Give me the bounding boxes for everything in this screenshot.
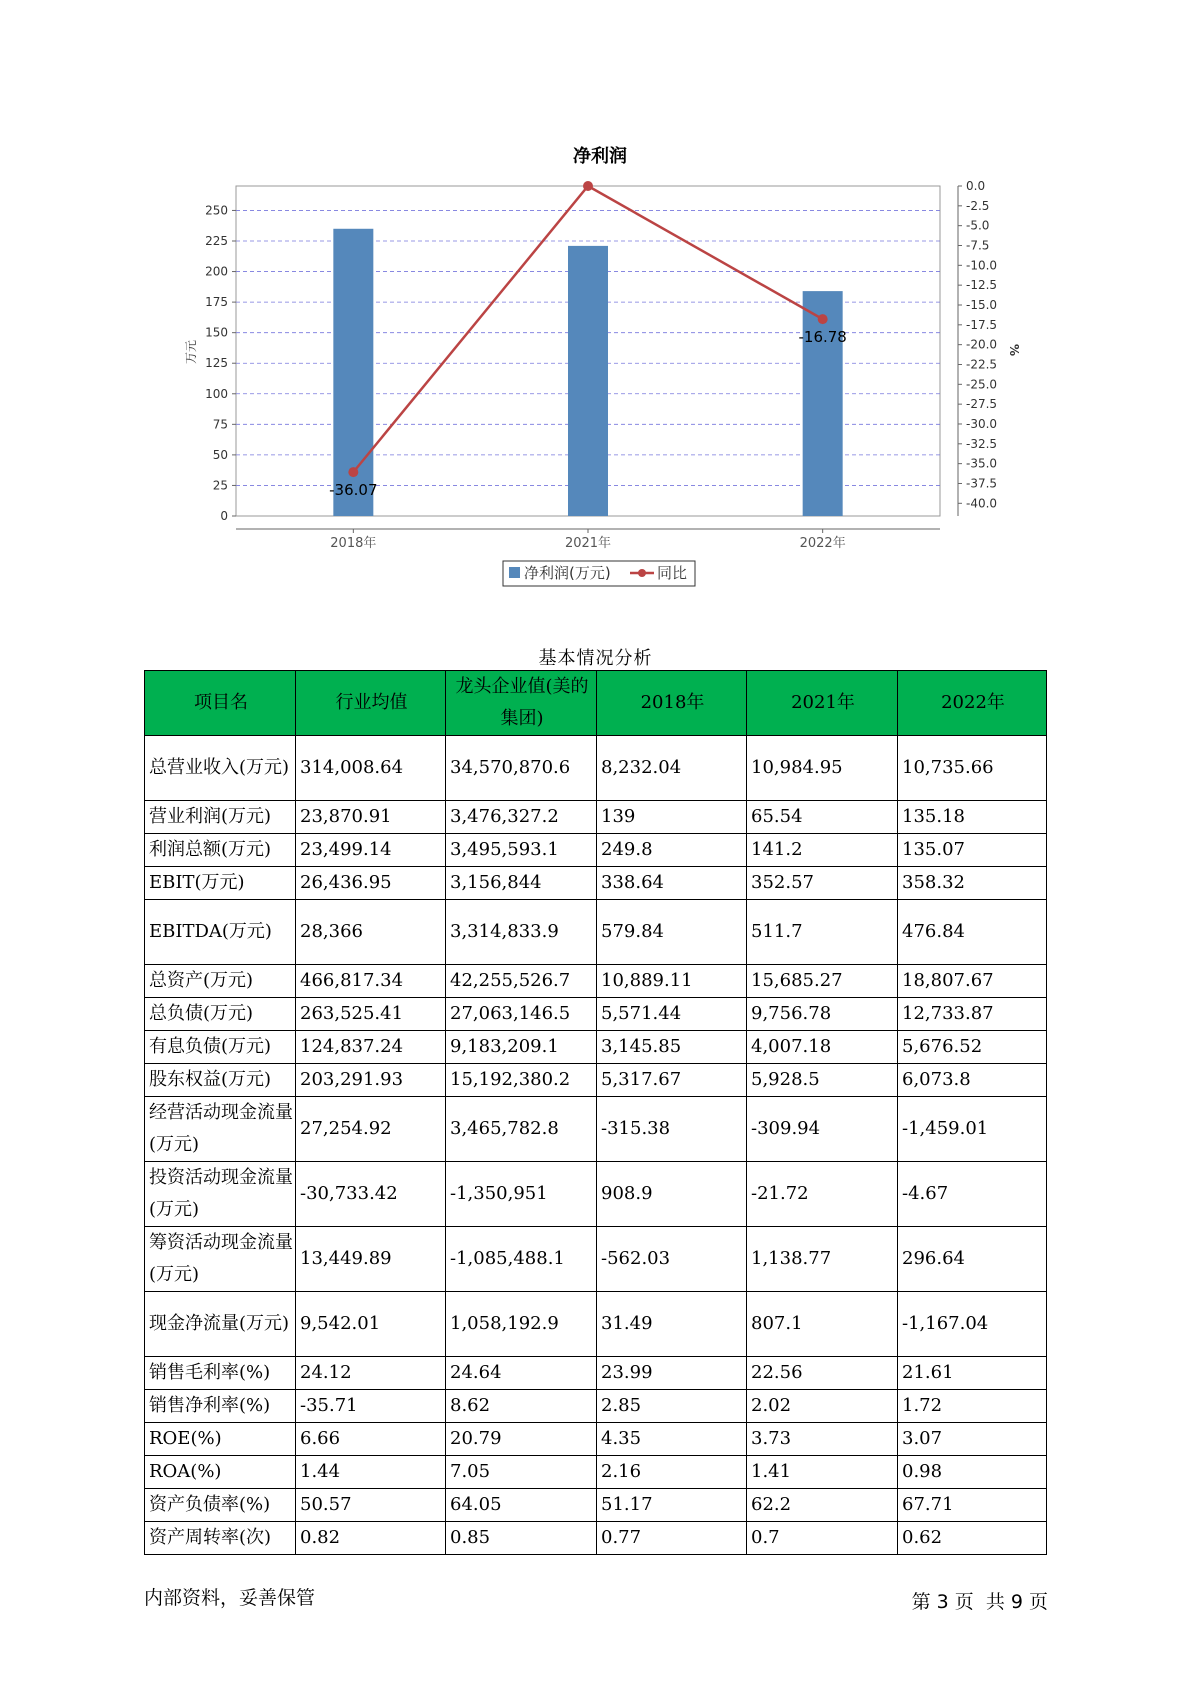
table-cell: 27,063,146.5 (446, 998, 597, 1031)
table-cell: 6.66 (296, 1423, 446, 1456)
table-cell: 5,676.52 (898, 1031, 1047, 1064)
table-cell: 21.61 (898, 1357, 1047, 1390)
table-cell: 23,870.91 (296, 801, 446, 834)
table-cell: 9,542.01 (296, 1292, 446, 1357)
table-cell: 263,525.41 (296, 998, 446, 1031)
table-cell: 0.62 (898, 1522, 1047, 1555)
table-row (145, 1162, 1047, 1227)
table-cell: 18,807.67 (898, 965, 1047, 998)
table-cell: 22.56 (747, 1357, 898, 1390)
table-row (145, 998, 1047, 1031)
right-tick-label: -10.0 (966, 258, 998, 273)
left-tick-label: 75 (212, 417, 228, 432)
x-tick-label: 2021年 (564, 536, 612, 551)
table-cell: 0.7 (747, 1522, 898, 1555)
table-cell: 28,366 (296, 900, 446, 965)
table-cell: -1,085,488.1 (446, 1227, 597, 1292)
footer-page-number: 第 3 页 共 9 页 (911, 1591, 1048, 1613)
table-cell: 1.41 (747, 1456, 898, 1489)
table-cell: 3,495,593.1 (446, 834, 597, 867)
table-row (145, 1097, 1047, 1162)
right-tick-label: -5.0 (966, 218, 990, 233)
table-cell: 0.98 (898, 1456, 1047, 1489)
table-cell: 3.73 (747, 1423, 898, 1456)
table-cell: 23.99 (597, 1357, 747, 1390)
table-row (145, 1227, 1047, 1292)
row-label-cell: 筹资活动现金流量(万元) (145, 1227, 296, 1292)
row-label-cell: EBIT(万元) (145, 867, 296, 900)
table-cell: 65.54 (747, 801, 898, 834)
table-cell: 50.57 (296, 1489, 446, 1522)
row-label-cell: 股东权益(万元) (145, 1064, 296, 1097)
table-cell: 4,007.18 (747, 1031, 898, 1064)
row-label-cell: 总营业收入(万元) (145, 736, 296, 801)
table-cell: 62.2 (747, 1489, 898, 1522)
table-cell: 10,735.66 (898, 736, 1047, 801)
table-cell: 27,254.92 (296, 1097, 446, 1162)
table-cell: 1.72 (898, 1390, 1047, 1423)
legend-bar-label: 净利润(万元) (524, 564, 611, 582)
table-cell: 124,837.24 (296, 1031, 446, 1064)
table-row (145, 867, 1047, 900)
right-tick-label: -35.0 (966, 456, 998, 471)
left-tick-label: 100 (205, 386, 228, 401)
table-cell: 3,476,327.2 (446, 801, 597, 834)
table-cell: 9,183,209.1 (446, 1031, 597, 1064)
chart-title: 净利润 (573, 146, 627, 167)
table-header-cell: 项目名 (145, 671, 296, 736)
row-label-cell: 总资产(万元) (145, 965, 296, 998)
table-cell: 8,232.04 (597, 736, 747, 801)
table-cell: 314,008.64 (296, 736, 446, 801)
right-tick-label: -20.0 (966, 337, 998, 352)
table-row (145, 965, 1047, 998)
table-row (145, 1390, 1047, 1423)
table-cell: 1,058,192.9 (446, 1292, 597, 1357)
row-label-cell: 销售净利率(%) (145, 1390, 296, 1423)
table-cell: 3.07 (898, 1423, 1047, 1456)
left-tick-label: 225 (205, 234, 228, 248)
x-tick-label: 2018年 (330, 536, 377, 551)
table-row (145, 1456, 1047, 1489)
table-cell: 466,817.34 (296, 965, 446, 998)
row-label-cell: 现金净流量(万元) (145, 1292, 296, 1357)
table-cell: 5,928.5 (747, 1064, 898, 1097)
left-tick-label: 125 (205, 356, 228, 371)
yoy-point (818, 314, 828, 324)
left-tick-label: 50 (212, 447, 228, 462)
table-row (145, 1489, 1047, 1522)
row-label-cell: 总负债(万元) (145, 998, 296, 1031)
yoy-point (583, 181, 593, 191)
table-row (145, 900, 1047, 965)
table-row (145, 1522, 1047, 1555)
table-row (145, 834, 1047, 867)
row-label-cell: 销售毛利率(%) (145, 1357, 296, 1390)
basic-analysis-table (144, 670, 1047, 1555)
right-tick-label: -25.0 (966, 377, 998, 392)
table-cell: -1,167.04 (898, 1292, 1047, 1357)
table-cell: -562.03 (597, 1227, 747, 1292)
table-cell: 5,571.44 (597, 998, 747, 1031)
table-cell: 1,138.77 (747, 1227, 898, 1292)
table-cell: 24.64 (446, 1357, 597, 1390)
table-cell: -1,350,951 (446, 1162, 597, 1227)
right-tick-label: -7.5 (966, 238, 990, 253)
table-cell: -30,733.42 (296, 1162, 446, 1227)
table-row (145, 1423, 1047, 1456)
table-cell: 908.9 (597, 1162, 747, 1227)
row-label-cell: ROA(%) (145, 1456, 296, 1489)
table-cell: 135.07 (898, 834, 1047, 867)
right-tick-label: -32.5 (966, 436, 998, 451)
table-cell: 352.57 (747, 867, 898, 900)
table-cell: 358.32 (898, 867, 1047, 900)
table-cell: 0.77 (597, 1522, 747, 1555)
table-cell: 12,733.87 (898, 998, 1047, 1031)
table-cell: 2.02 (747, 1390, 898, 1423)
table-cell: 3,156,844 (446, 867, 597, 900)
table-cell: 203,291.93 (296, 1064, 446, 1097)
table-cell: 13,449.89 (296, 1227, 446, 1292)
table-cell: 135.18 (898, 801, 1047, 834)
table-row (145, 1357, 1047, 1390)
left-tick-label: 0 (220, 509, 228, 523)
left-tick-label: 175 (205, 295, 228, 310)
table-cell: 15,685.27 (747, 965, 898, 998)
bar (803, 291, 843, 516)
yoy-data-label: -16.78 (798, 328, 847, 347)
table-cell: 249.8 (597, 834, 747, 867)
row-label-cell: 资产周转率(次) (145, 1522, 296, 1555)
table-cell: 10,889.11 (597, 965, 747, 998)
table-row (145, 1064, 1047, 1097)
right-tick-label: -40.0 (966, 496, 998, 511)
bar (568, 246, 608, 516)
left-tick-label: 150 (205, 325, 228, 340)
table-header-cell: 2021年 (747, 671, 898, 736)
table-cell: -35.71 (296, 1390, 446, 1423)
row-label-cell: 利润总额(万元) (145, 834, 296, 867)
footer-confidential-note: 内部资料，妥善保管 (144, 1587, 316, 1609)
right-tick-label: -30.0 (966, 416, 998, 431)
table-row (145, 736, 1047, 801)
table-cell: 2.85 (597, 1390, 747, 1423)
right-tick-label: -22.5 (966, 357, 998, 372)
table-cell: 807.1 (747, 1292, 898, 1357)
yoy-point (348, 467, 358, 477)
right-tick-label: -37.5 (966, 476, 998, 491)
table-cell: 23,499.14 (296, 834, 446, 867)
table-cell: -315.38 (597, 1097, 747, 1162)
table-row (145, 1031, 1047, 1064)
chart-legend (503, 561, 695, 586)
table-cell: -309.94 (747, 1097, 898, 1162)
table-cell: 6,073.8 (898, 1064, 1047, 1097)
right-tick-label: 0.0 (966, 179, 986, 193)
table-cell: 67.71 (898, 1489, 1047, 1522)
right-tick-label: -15.0 (966, 297, 998, 312)
right-tick-label: -12.5 (966, 278, 998, 293)
table-caption: 基本情况分析 (538, 648, 653, 669)
row-label-cell: 资产负债率(%) (145, 1489, 296, 1522)
table-cell: 51.17 (597, 1489, 747, 1522)
table-cell: 9,756.78 (747, 998, 898, 1031)
table-cell: 3,314,833.9 (446, 900, 597, 965)
legend-line-label: 同比 (657, 564, 688, 582)
table-cell: 10,984.95 (747, 736, 898, 801)
right-tick-label: -17.5 (966, 317, 998, 332)
table-cell: 24.12 (296, 1357, 446, 1390)
legend-line-marker (638, 569, 646, 577)
table-cell: -1,459.01 (898, 1097, 1047, 1162)
table-cell: 26,436.95 (296, 867, 446, 900)
row-label-cell: 有息负债(万元) (145, 1031, 296, 1064)
table-cell: 4.35 (597, 1423, 747, 1456)
table-cell: 476.84 (898, 900, 1047, 965)
table-cell: 579.84 (597, 900, 747, 965)
y-axis-label-right: % (1007, 343, 1021, 357)
table-cell: 8.62 (446, 1390, 597, 1423)
table-cell: 7.05 (446, 1456, 597, 1489)
table-header-cell: 2018年 (597, 671, 747, 736)
row-label-cell: EBITDA(万元) (145, 900, 296, 965)
net-profit-chart (0, 0, 1191, 600)
table-row (145, 801, 1047, 834)
table-cell: 64.05 (446, 1489, 597, 1522)
table-header-row (145, 671, 1047, 736)
yoy-data-label: -36.07 (329, 481, 378, 500)
table-cell: 3,465,782.8 (446, 1097, 597, 1162)
legend-bar-swatch (509, 567, 520, 578)
right-tick-label: -2.5 (966, 198, 990, 213)
left-tick-label: 200 (205, 264, 228, 279)
table-cell: 15,192,380.2 (446, 1064, 597, 1097)
table-cell: 42,255,526.7 (446, 965, 597, 998)
table-row (145, 1292, 1047, 1357)
table-cell: 34,570,870.6 (446, 736, 597, 801)
y-axis-label-left: 万元 (184, 339, 198, 365)
left-tick-label: 25 (212, 478, 228, 493)
table-cell: 20.79 (446, 1423, 597, 1456)
table-cell: 141.2 (747, 834, 898, 867)
x-tick-label: 2022年 (799, 536, 846, 551)
row-label-cell: 经营活动现金流量(万元) (145, 1097, 296, 1162)
table-cell: 139 (597, 801, 747, 834)
table-cell: 338.64 (597, 867, 747, 900)
left-tick-label: 250 (205, 203, 228, 218)
row-label-cell: ROE(%) (145, 1423, 296, 1456)
table-header-cell: 龙头企业值(美的集团) (446, 671, 597, 736)
row-label-cell: 投资活动现金流量(万元) (145, 1162, 296, 1227)
table-header-cell: 2022年 (898, 671, 1047, 736)
right-tick-label: -27.5 (966, 397, 998, 412)
table-cell: 296.64 (898, 1227, 1047, 1292)
table-cell: 0.85 (446, 1522, 597, 1555)
table-cell: 2.16 (597, 1456, 747, 1489)
table-cell: 511.7 (747, 900, 898, 965)
table-cell: -21.72 (747, 1162, 898, 1227)
table-cell: 3,145.85 (597, 1031, 747, 1064)
row-label-cell: 营业利润(万元) (145, 801, 296, 834)
table-cell: 31.49 (597, 1292, 747, 1357)
table-cell: 5,317.67 (597, 1064, 747, 1097)
table-cell: 0.82 (296, 1522, 446, 1555)
table-cell: 1.44 (296, 1456, 446, 1489)
table-header-cell: 行业均值 (296, 671, 446, 736)
table-cell: -4.67 (898, 1162, 1047, 1227)
